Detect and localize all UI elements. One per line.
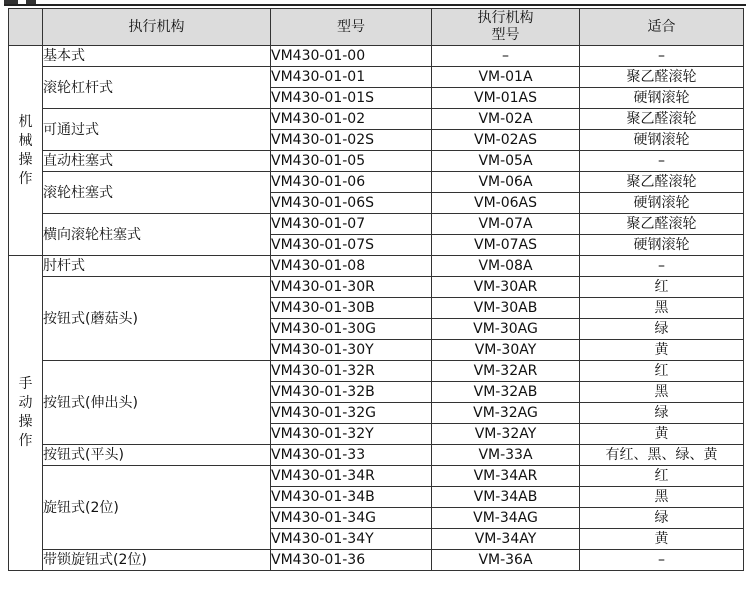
actuator-model-header (432, 9, 580, 46)
actuator-model-cell: VM-32AY (432, 424, 580, 445)
suitable-cell: – (580, 151, 744, 172)
table-header-row (9, 9, 744, 46)
model-cell: VM430-01-32G (271, 403, 432, 424)
actuator-model-cell: VM-34AG (432, 508, 580, 529)
suitable-cell: 聚乙醛滚轮 (580, 109, 744, 130)
model-cell: VM430-01-02 (271, 109, 432, 130)
actuator-model-cell: VM-34AB (432, 487, 580, 508)
top-rule (4, 4, 746, 6)
suitable-cell: 聚乙醛滚轮 (580, 172, 744, 193)
actuator-model-cell: VM-07A (432, 214, 580, 235)
suitable-cell: 聚乙醛滚轮 (580, 214, 744, 235)
table-row (9, 67, 744, 88)
suitable-cell: – (580, 550, 744, 571)
suitable-cell: 绿 (580, 319, 744, 340)
suitable-cell: – (580, 46, 744, 67)
suitable-cell: 黑 (580, 298, 744, 319)
suitable-cell: 聚乙醛滚轮 (580, 67, 744, 88)
actuator-model-cell: VM-06A (432, 172, 580, 193)
actuator-model-cell: – (432, 46, 580, 67)
group-label: 机械操作 (18, 113, 33, 187)
suitable-cell: 黄 (580, 340, 744, 361)
model-cell: VM430-01-08 (271, 256, 432, 277)
suitable-cell: 有红、黑、绿、黄 (580, 445, 744, 466)
actuator-name-cell: 旋钮式(2位) (43, 466, 271, 550)
suitable-cell: 黑 (580, 487, 744, 508)
actuator-model-cell: VM-06AS (432, 193, 580, 214)
actuator-model-cell: VM-07AS (432, 235, 580, 256)
table-row (9, 445, 744, 466)
model-cell: VM430-01-06S (271, 193, 432, 214)
table-row (9, 361, 744, 382)
actuator-name-cell: 直动柱塞式 (43, 151, 271, 172)
model-cell: VM430-01-32Y (271, 424, 432, 445)
suitable-cell: 黄 (580, 529, 744, 550)
model-cell: VM430-01-02S (271, 130, 432, 151)
actuator-model-cell: VM-30AG (432, 319, 580, 340)
model-cell: VM430-01-00 (271, 46, 432, 67)
model-cell: VM430-01-34Y (271, 529, 432, 550)
model-cell: VM430-01-32R (271, 361, 432, 382)
actuator-name-cell: 可通过式 (43, 109, 271, 151)
model-cell: VM430-01-34B (271, 487, 432, 508)
model-cell: VM430-01-30G (271, 319, 432, 340)
model-cell: VM430-01-32B (271, 382, 432, 403)
suitable-header: 适合 (580, 9, 744, 46)
actuator-model-cell: VM-33A (432, 445, 580, 466)
actuator-header: 执行机构 (43, 9, 271, 46)
actuator-model-cell: VM-30AB (432, 298, 580, 319)
actuator-model-cell: VM-02AS (432, 130, 580, 151)
table-row (9, 172, 744, 193)
table-row (9, 109, 744, 130)
model-cell: VM430-01-30R (271, 277, 432, 298)
model-cell: VM430-01-36 (271, 550, 432, 571)
actuator-name-cell: 基本式 (43, 46, 271, 67)
table-body (9, 46, 744, 571)
actuator-model-cell: VM-34AY (432, 529, 580, 550)
actuator-model-cell: VM-32AG (432, 403, 580, 424)
actuator-name-cell: 肘杆式 (43, 256, 271, 277)
actuator-model-cell: VM-34AR (432, 466, 580, 487)
suitable-cell: 硬钢滚轮 (580, 130, 744, 151)
suitable-cell: 硬钢滚轮 (580, 235, 744, 256)
table-row (9, 214, 744, 235)
actuator-name-cell: 按钮式(伸出头) (43, 361, 271, 445)
model-cell: VM430-01-34R (271, 466, 432, 487)
actuator-model-cell: VM-02A (432, 109, 580, 130)
model-cell: VM430-01-01 (271, 67, 432, 88)
suitable-cell: 黑 (580, 382, 744, 403)
model-cell: VM430-01-06 (271, 172, 432, 193)
model-cell: VM430-01-30Y (271, 340, 432, 361)
model-cell: VM430-01-05 (271, 151, 432, 172)
actuator-model-cell: VM-30AY (432, 340, 580, 361)
actuator-model-cell: VM-01A (432, 67, 580, 88)
actuator-name-cell: 横向滚轮柱塞式 (43, 214, 271, 256)
actuator-name-cell: 带锁旋钮式(2位) (43, 550, 271, 571)
table-row (9, 550, 744, 571)
model-cell: VM430-01-07 (271, 214, 432, 235)
table-row (9, 46, 744, 67)
suitable-cell: 红 (580, 361, 744, 382)
suitable-cell: 绿 (580, 403, 744, 424)
model-cell: VM430-01-30B (271, 298, 432, 319)
suitable-cell: – (580, 256, 744, 277)
actuator-model-cell: VM-30AR (432, 277, 580, 298)
actuator-spec-table (8, 8, 744, 571)
actuator-name-cell: 滚轮杠杆式 (43, 67, 271, 109)
suitable-cell: 黄 (580, 424, 744, 445)
table-row (9, 151, 744, 172)
suitable-cell: 红 (580, 466, 744, 487)
actuator-model-cell: VM-32AR (432, 361, 580, 382)
suitable-cell: 硬钢滚轮 (580, 193, 744, 214)
suitable-cell: 绿 (580, 508, 744, 529)
group-label-cell (9, 46, 43, 256)
suitable-cell: 红 (580, 277, 744, 298)
actuator-model-cell: VM-36A (432, 550, 580, 571)
model-cell: VM430-01-01S (271, 88, 432, 109)
actuator-name-cell: 按钮式(平头) (43, 445, 271, 466)
model-cell: VM430-01-33 (271, 445, 432, 466)
model-cell: VM430-01-34G (271, 508, 432, 529)
group-label-cell (9, 256, 43, 571)
actuator-model-header-text: 执行机构 型号 (477, 10, 534, 43)
actuator-model-cell: VM-08A (432, 256, 580, 277)
suitable-cell: 硬钢滚轮 (580, 88, 744, 109)
table-row (9, 277, 744, 298)
group-header-cell (9, 9, 43, 46)
actuator-model-cell: VM-01AS (432, 88, 580, 109)
model-header: 型号 (271, 9, 432, 46)
table-row (9, 466, 744, 487)
table-row (9, 256, 744, 277)
actuator-model-cell: VM-05A (432, 151, 580, 172)
actuator-model-cell: VM-32AB (432, 382, 580, 403)
actuator-name-cell: 按钮式(蘑菇头) (43, 277, 271, 361)
model-cell: VM430-01-07S (271, 235, 432, 256)
actuator-name-cell: 滚轮柱塞式 (43, 172, 271, 214)
group-label: 手动操作 (18, 376, 33, 449)
